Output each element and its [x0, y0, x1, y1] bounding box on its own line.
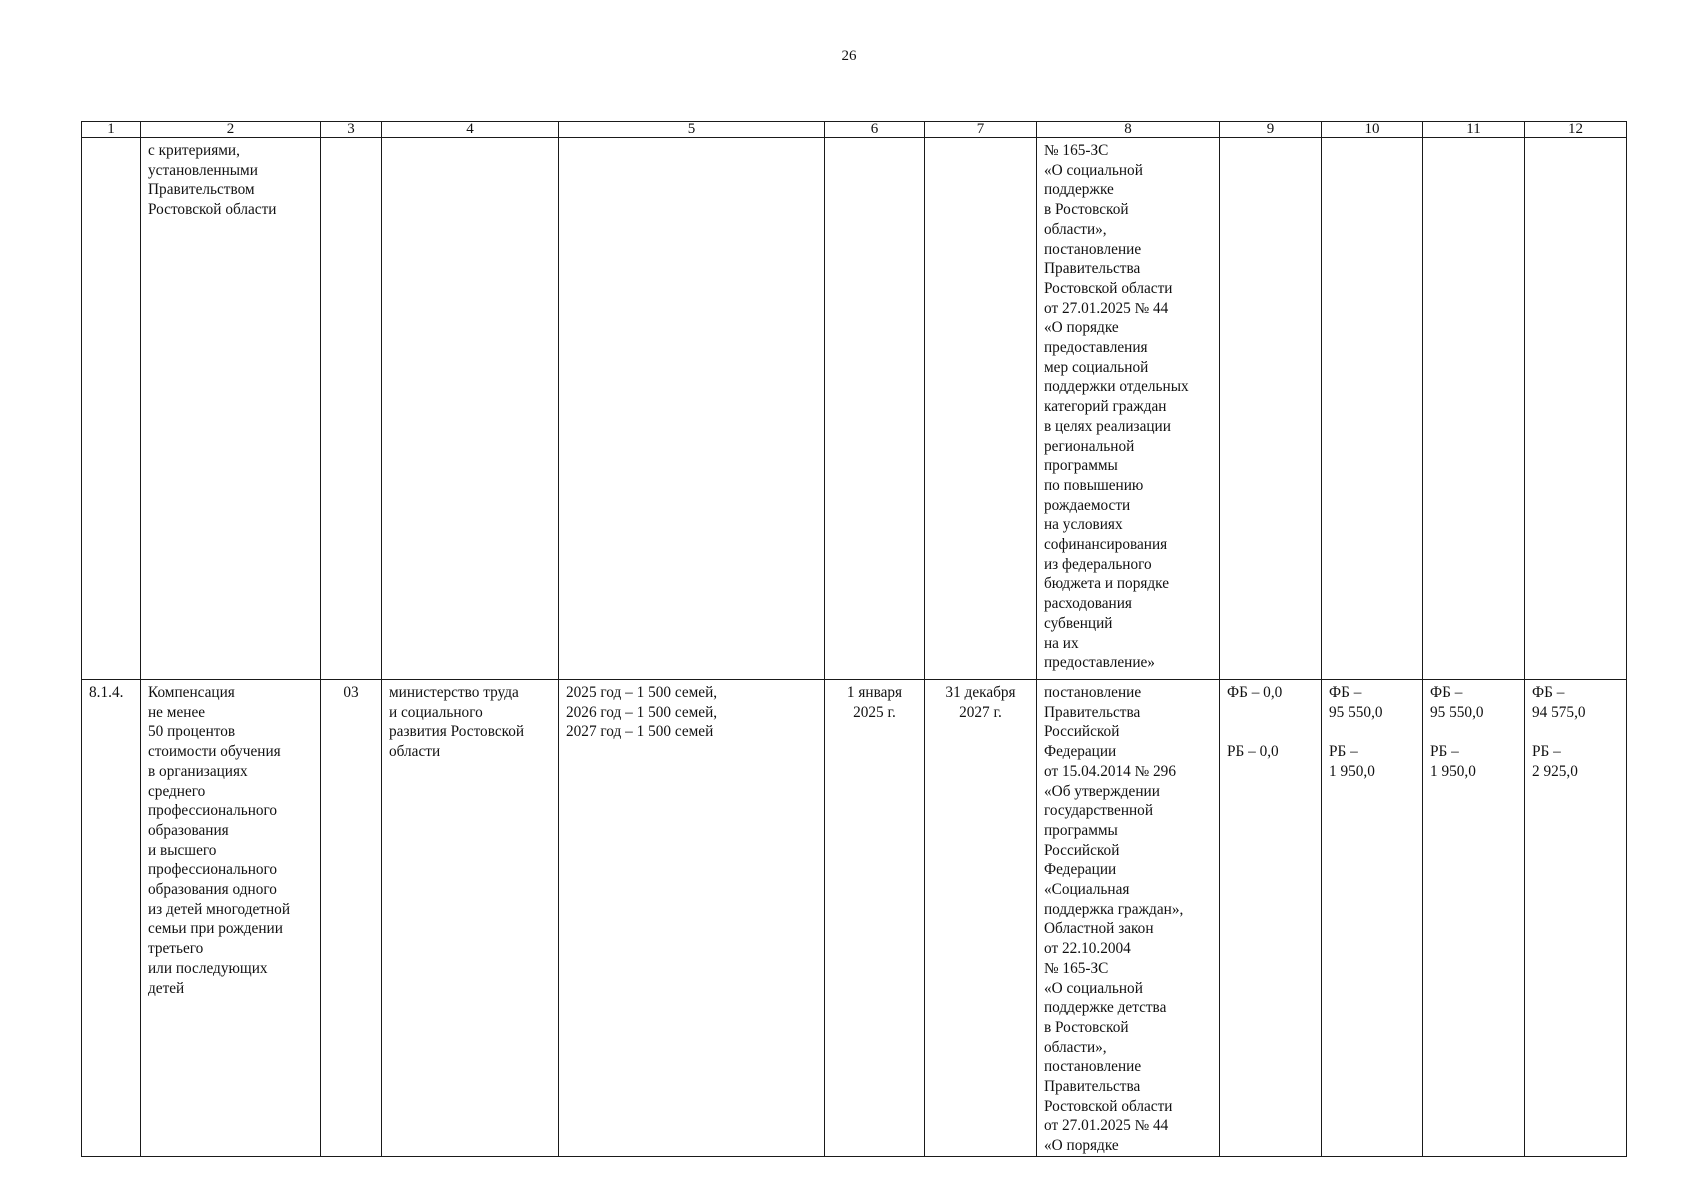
- cell-funding-2025: [1322, 138, 1423, 680]
- cell-item-number: [82, 138, 141, 680]
- cell-responsible: министерство труда и социального развития Ростовской области: [382, 680, 559, 1157]
- cell-responsible: [382, 138, 559, 680]
- column-number: 12: [1525, 122, 1627, 138]
- cell-measure-name: Компенсация не менее 50 процентов стоимости обучения в организациях среднего профессионального образования и высшего профессионального образования одного из детей многодетной семьи при рождении третьего или последующих детей: [141, 680, 321, 1157]
- column-number: 11: [1423, 122, 1525, 138]
- column-number: 8: [1037, 122, 1220, 138]
- column-number: 5: [559, 122, 825, 138]
- column-number: 7: [925, 122, 1037, 138]
- table-row: [82, 680, 1627, 1157]
- cell-funding-2027: ФБ – 94 575,0 РБ – 2 925,0: [1525, 680, 1627, 1157]
- cell-funding-total: ФБ – 0,0 РБ – 0,0: [1220, 680, 1322, 1157]
- cell-code: [321, 138, 382, 680]
- cell-start-date: 1 января 2025 г.: [825, 680, 925, 1157]
- cell-item-number: 8.1.4.: [82, 680, 141, 1157]
- cell-funding-total: [1220, 138, 1322, 680]
- column-number: 1: [82, 122, 141, 138]
- cell-start-date: [825, 138, 925, 680]
- column-number: 6: [825, 122, 925, 138]
- cell-measure-name: с критериями, установленными Правительством Ростовской области: [141, 138, 321, 680]
- cell-funding-2026: ФБ – 95 550,0 РБ – 1 950,0: [1423, 680, 1525, 1157]
- page-number: 26: [841, 48, 857, 64]
- cell-funding-2027: [1525, 138, 1627, 680]
- cell-legal-basis: № 165-ЗС «О социальной поддержке в Ростовской области», постановление Правительства Ростовской области от 27.01.2025 № 44 «О порядке предоставления мер социальной поддержки отдельных категорий граждан в целях реализации региональной программы по повышению рождаемости на условиях софинансирования из федерального бюджета и порядке расходования субвенций на их предоставление»: [1037, 138, 1220, 680]
- cell-end-date: 31 декабря 2027 г.: [925, 680, 1037, 1157]
- cell-code: 03: [321, 680, 382, 1157]
- column-number: 2: [141, 122, 321, 138]
- cell-funding-2026: [1423, 138, 1525, 680]
- cell-legal-basis: постановление Правительства Российской Федерации от 15.04.2014 № 296 «Об утверждении государственной программы Российской Федерации «Социальная поддержка граждан», Областной закон от 22.10.2004 № 165-ЗС «О социальной поддержке детства в Ростовской области», постановление Правительства Ростовской области от 27.01.2025 № 44 «О порядке: [1037, 680, 1220, 1157]
- cell-result: [559, 138, 825, 680]
- cell-funding-2025: ФБ – 95 550,0 РБ – 1 950,0: [1322, 680, 1423, 1157]
- column-number: 4: [382, 122, 559, 138]
- table-row: [82, 138, 1627, 680]
- column-number: 9: [1220, 122, 1322, 138]
- program-measures-table: [81, 121, 1627, 1157]
- cell-result: 2025 год – 1 500 семей, 2026 год – 1 500 семей, 2027 год – 1 500 семей: [559, 680, 825, 1157]
- column-number-row: [82, 122, 1627, 138]
- cell-end-date: [925, 138, 1037, 680]
- column-number: 10: [1322, 122, 1423, 138]
- column-number: 3: [321, 122, 382, 138]
